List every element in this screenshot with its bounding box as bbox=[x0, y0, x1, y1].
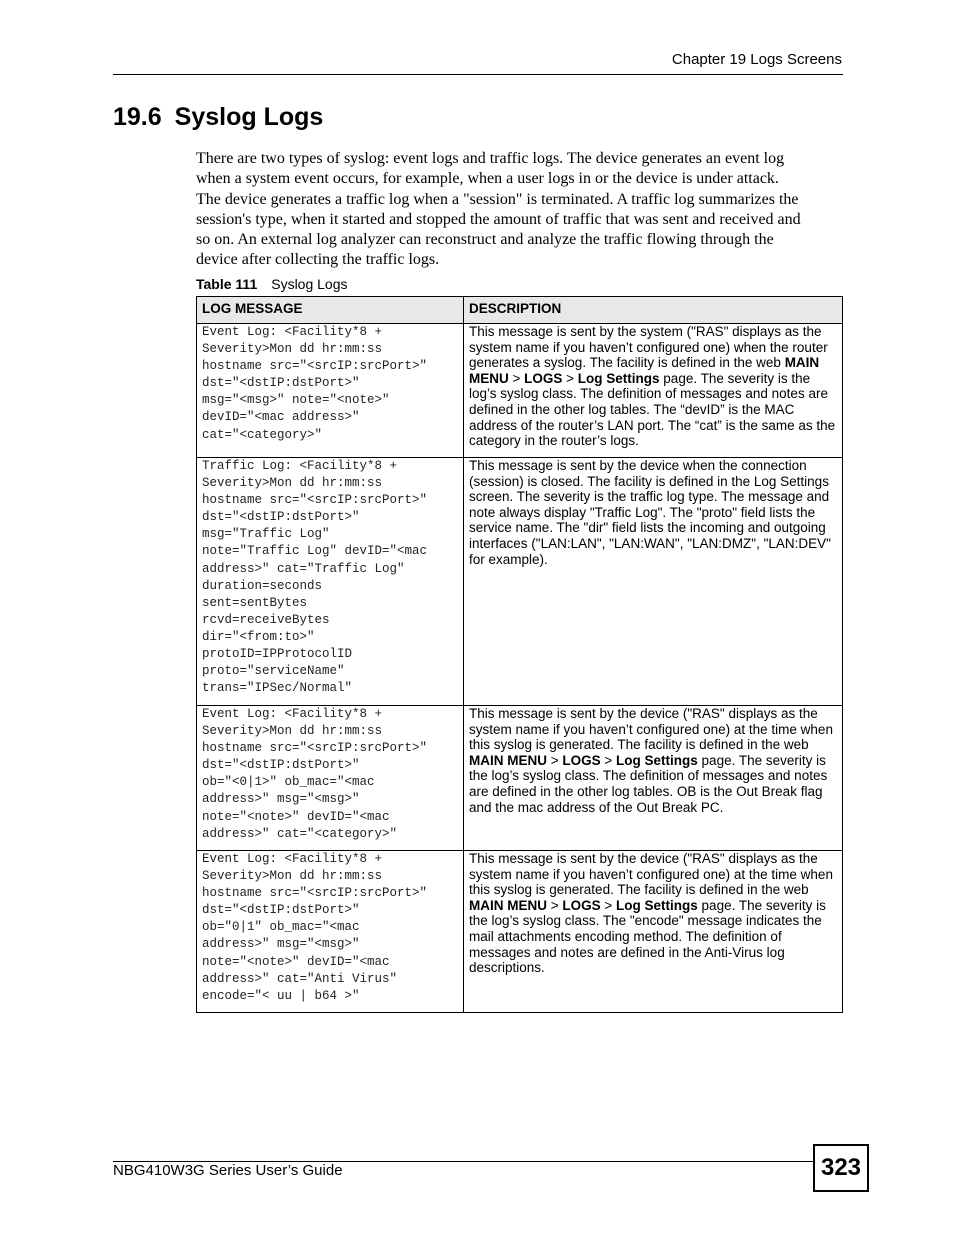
description-text: page. The severity is the log’s syslog class. The definition of messages and notes are defined in the other log tables. The “devID” is the MAC address of the router’s LAN port. The “cat” is the same as the category in the router’s logs. bbox=[469, 370, 836, 449]
menu-path-separator: > bbox=[562, 370, 578, 386]
code-line: trans="IPSec/Normal" bbox=[202, 681, 353, 696]
menu-path-separator: > bbox=[508, 370, 525, 386]
footer-guide-title: NBG410W3G Series User’s Guide bbox=[113, 1162, 343, 1179]
table-caption bbox=[196, 276, 348, 292]
code-line: Traffic Log: <Facility*8 + bbox=[202, 459, 398, 473]
code-line: note="<note>" devID="<mac bbox=[202, 954, 390, 969]
description-text: This message is sent by the device ("RAS" displays as the system name if you haven’t configured one) at the time when this syslog is generated. The facility is defined in the web bbox=[469, 851, 833, 898]
code-line: ob="0|1" ob_mac="<mac bbox=[202, 920, 360, 935]
code-line: hostname src="<srcIP:srcPort>" bbox=[202, 886, 428, 901]
description-text: page. The severity is the log’s syslog class. The definition of messages and notes are defined in the other log tables. OB is the Out Break flag and the mac address of the Out Break PC. bbox=[469, 752, 828, 815]
code-line: cat="<category>" bbox=[202, 427, 323, 442]
menu-path-separator: > bbox=[600, 752, 617, 768]
syslog-table bbox=[196, 296, 843, 1013]
menu-path-separator: > bbox=[600, 897, 617, 913]
code-line: dst="<dstIP:dstPort>" bbox=[202, 376, 360, 391]
code-line: Event Log: <Facility*8 + bbox=[202, 852, 383, 866]
code-line: msg="Traffic Log" bbox=[202, 527, 330, 542]
menu-path-logs: LOGS bbox=[524, 370, 563, 386]
code-line: devID="<mac address>" bbox=[202, 410, 360, 425]
menu-path-log-settings: Log Settings bbox=[616, 897, 698, 913]
description-text: page. The severity is the log’s syslog class. The "encode" message indicates the mail attachments encoding method. The definition of messages and notes are defined in the Anti-Virus log descriptions. bbox=[469, 897, 826, 976]
code-line: encode="< uu | b64 >" bbox=[202, 988, 360, 1003]
description-cell bbox=[464, 706, 843, 851]
code-line: Event Log: <Facility*8 + bbox=[202, 325, 383, 339]
table-row bbox=[197, 851, 843, 1013]
section-title bbox=[113, 103, 323, 132]
intro-line: session's type, when it started and stopped the amount of traffic that was sent and received and bbox=[196, 210, 801, 228]
code-line: dst="<dstIP:dstPort>" bbox=[202, 903, 360, 918]
intro-line: when a system event occurs, for example, when a user logs in or the device is under attack. bbox=[196, 170, 779, 188]
menu-path-main-menu: MAIN MENU bbox=[469, 897, 547, 913]
code-line: msg="<msg>" note="<note>" bbox=[202, 393, 390, 408]
menu-path-logs: LOGS bbox=[562, 897, 601, 913]
code-line: dst="<dstIP:dstPort>" bbox=[202, 758, 360, 773]
description-text: This message is sent by the device when the connection (session) is closed. The facility is defined in the Log Settings screen. The severity is the traffic log type. The message and note always display "Traffic Log". The "proto" field lists the service name. The "dir" field lists the incoming and outgoing interfaces ("LAN:LAN", "LAN:WAN", "LAN:DMZ", "LAN:DEV" for example). bbox=[469, 458, 831, 567]
table-header-row bbox=[197, 297, 843, 324]
menu-path-log-settings: Log Settings bbox=[577, 370, 660, 386]
menu-path-logs: LOGS bbox=[562, 752, 601, 768]
table-caption-title: Syslog Logs bbox=[271, 276, 348, 292]
menu-path-main-menu: MAIN MENU bbox=[469, 752, 547, 768]
menu-path-separator: > bbox=[547, 752, 563, 768]
menu-path-log-settings: Log Settings bbox=[616, 752, 698, 768]
column-header-log-message: LOG MESSAGE bbox=[197, 297, 464, 324]
code-line: Severity>Mon dd hr:mm:ss bbox=[202, 724, 383, 739]
code-line: sent=sentBytes bbox=[202, 595, 308, 610]
section-number: 19.6 bbox=[113, 103, 162, 131]
page-number: 323 bbox=[813, 1144, 869, 1192]
code-line: note="Traffic Log" devID="<mac bbox=[202, 544, 428, 559]
table-row bbox=[197, 458, 843, 706]
code-line: hostname src="<srcIP:srcPort>" bbox=[202, 741, 428, 756]
intro-paragraph bbox=[196, 149, 842, 271]
code-line: Severity>Mon dd hr:mm:ss bbox=[202, 342, 383, 357]
menu-path-main-menu: MAIN MENU bbox=[469, 355, 820, 386]
section-title-text: Syslog Logs bbox=[174, 103, 324, 131]
code-line: address>" cat="<category>" bbox=[202, 826, 398, 841]
description-cell bbox=[464, 324, 843, 458]
description-text: This message is sent by the device ("RAS" displays as the system name if you haven’t configured one) at the time when this syslog is generated. The facility is defined in the web bbox=[469, 706, 833, 753]
code-line: dir="<from:to>" bbox=[202, 629, 315, 644]
log-message-cell bbox=[197, 324, 464, 458]
intro-line: device after collecting the traffic logs. bbox=[196, 251, 440, 269]
code-line: address>" cat="Traffic Log" bbox=[202, 561, 405, 576]
log-message-cell bbox=[197, 458, 464, 706]
header-rule bbox=[113, 74, 843, 75]
code-line: dst="<dstIP:dstPort>" bbox=[202, 510, 360, 525]
code-line: ob="<0|1>" ob_mac="<mac bbox=[202, 775, 375, 790]
code-line: address>" msg="<msg>" bbox=[202, 792, 360, 807]
code-line: rcvd=receiveBytes bbox=[202, 612, 330, 627]
running-header: Chapter 19 Logs Screens bbox=[671, 51, 842, 68]
code-line: hostname src="<srcIP:srcPort>" bbox=[202, 359, 428, 374]
code-line: duration=seconds bbox=[202, 578, 323, 593]
description-cell bbox=[464, 851, 843, 1013]
intro-line: so on. An external log analyzer can reconstruct and analyze the traffic flowing through the bbox=[196, 231, 774, 249]
code-line: Severity>Mon dd hr:mm:ss bbox=[202, 869, 383, 884]
intro-line: There are two types of syslog: event logs and traffic logs. The device generates an event log bbox=[196, 150, 785, 167]
code-line: proto="serviceName" bbox=[202, 664, 345, 679]
code-line: hostname src="<srcIP:srcPort>" bbox=[202, 493, 428, 508]
table-row bbox=[197, 706, 843, 851]
table-caption-label: Table 111 bbox=[196, 276, 258, 292]
description-cell bbox=[464, 458, 843, 706]
description-text: This message is sent by the system ("RAS" displays as the system name if you haven’t configured one) when the router generates a syslog. The facility is defined in the web bbox=[469, 324, 828, 371]
code-line: address>" cat="Anti Virus" bbox=[202, 971, 398, 986]
log-message-cell bbox=[197, 851, 464, 1013]
code-line: Event Log: <Facility*8 + bbox=[202, 707, 383, 721]
log-message-cell bbox=[197, 706, 464, 851]
table-row bbox=[197, 324, 843, 458]
code-line: note="<note>" devID="<mac bbox=[202, 809, 390, 824]
code-line: address>" msg="<msg>" bbox=[202, 937, 360, 952]
menu-path-separator: > bbox=[547, 897, 563, 913]
column-header-description: DESCRIPTION bbox=[464, 297, 843, 324]
intro-line: The device generates a traffic log when a "session" is terminated. A traffic log summarizes the bbox=[196, 190, 799, 208]
code-line: Severity>Mon dd hr:mm:ss bbox=[202, 476, 383, 491]
code-line: protoID=IPProtocolID bbox=[202, 647, 353, 662]
